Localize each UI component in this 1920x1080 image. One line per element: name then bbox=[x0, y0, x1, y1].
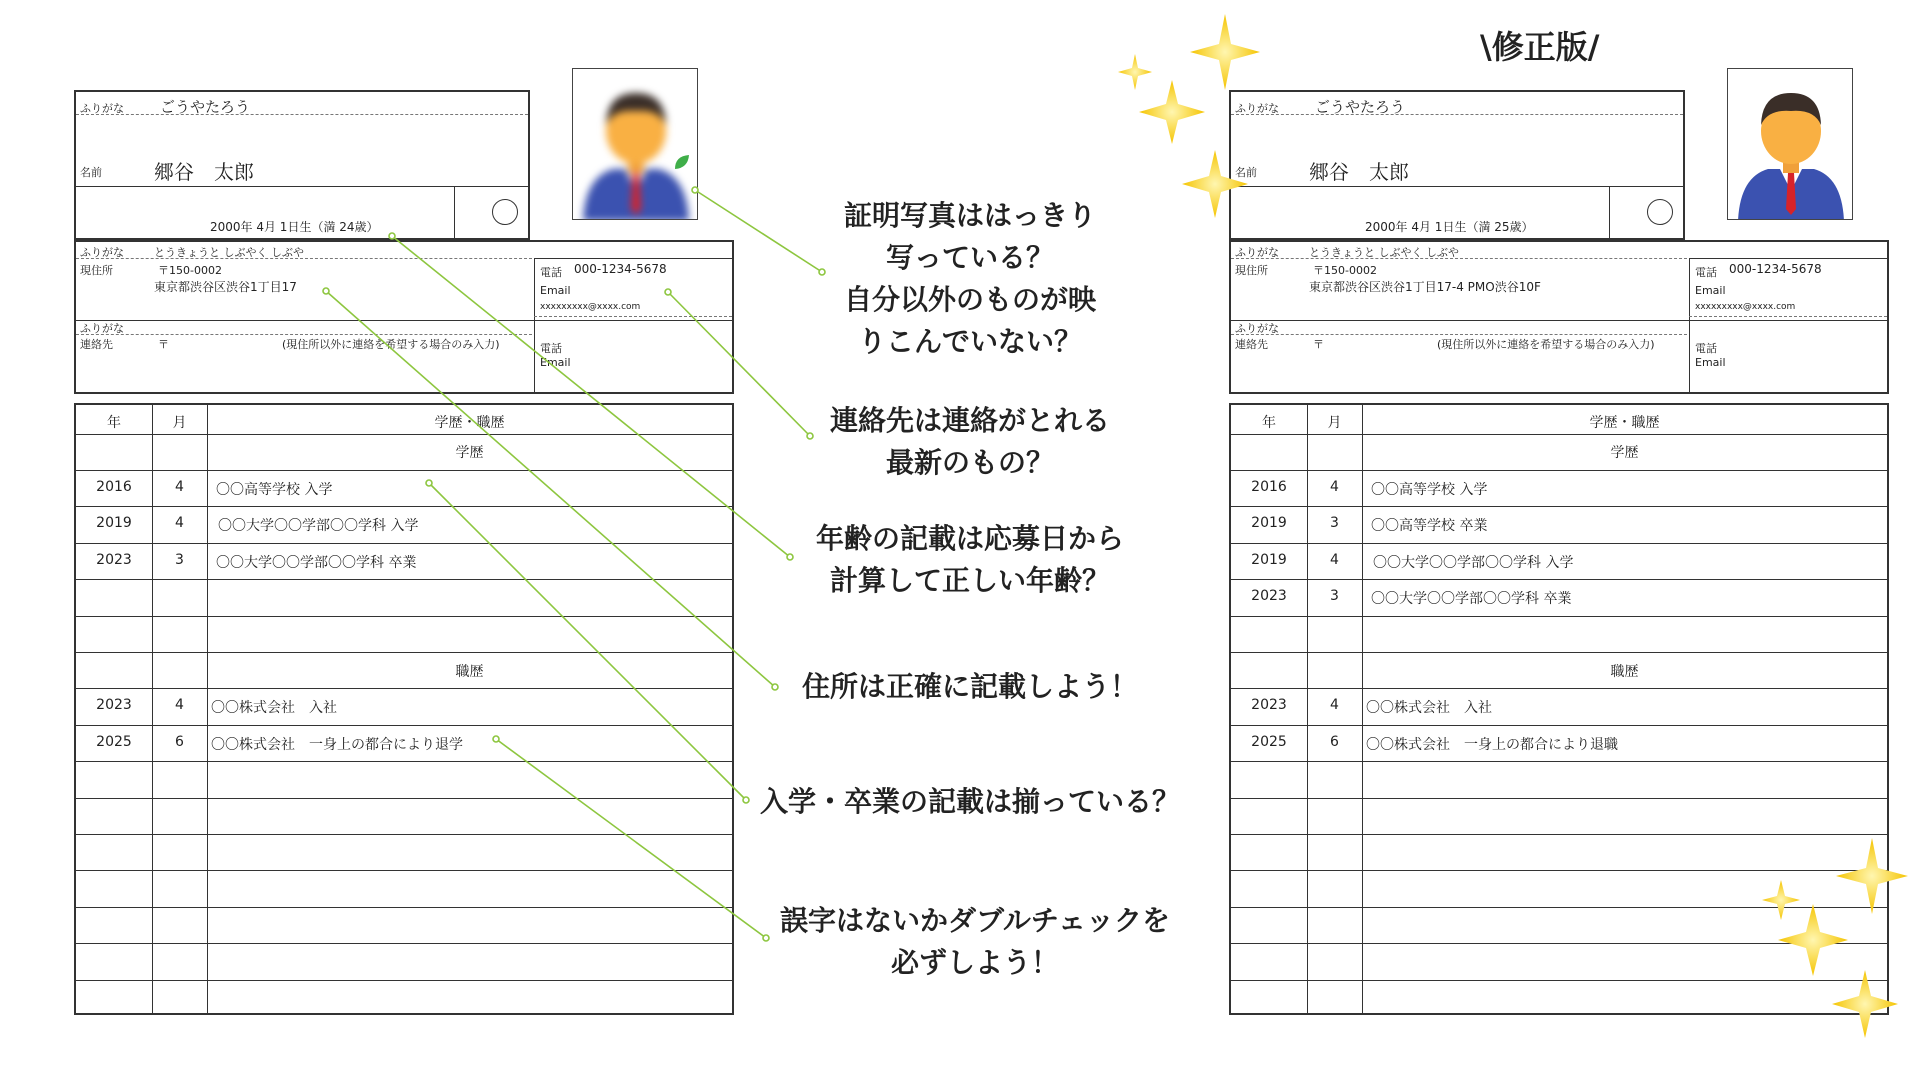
table-row-month: 4 bbox=[175, 515, 184, 531]
sparkle-icon bbox=[1118, 54, 1152, 90]
tip-photo: 証明写真ははっきり 写っている？ 自分以外のものが映 りこんでいない？ bbox=[843, 199, 1096, 358]
table-row-text: 〇〇株式会社 一身上の都合により退学 bbox=[211, 737, 463, 753]
address-value: 東京都渋谷区渋谷1丁目17-4 PMO渋谷10F bbox=[1309, 280, 1541, 294]
email-label: Email bbox=[1695, 284, 1726, 297]
sparkle-icon bbox=[1836, 838, 1908, 914]
furigana-label: ふりがな bbox=[1235, 102, 1279, 115]
addr-furigana-label: ふりがな bbox=[80, 246, 124, 259]
table-row-month: 3 bbox=[1330, 515, 1339, 531]
sparkle-icon bbox=[1832, 970, 1898, 1038]
table-row-text: 〇〇高等学校 入学 bbox=[216, 482, 333, 498]
addr-furigana-value: とうきょうと しぶやく しぶや bbox=[1309, 246, 1459, 259]
contact-label: 連絡先 bbox=[1235, 338, 1268, 351]
table-row-text: 〇〇大学〇〇学部〇〇学科 入学 bbox=[1373, 555, 1574, 571]
table-row-month: 6 bbox=[1330, 734, 1339, 750]
table-row-month: 4 bbox=[175, 479, 184, 495]
table-row-month: 4 bbox=[1330, 479, 1339, 495]
table-row-year: 2023 bbox=[1251, 588, 1287, 604]
phone-label: 電話 bbox=[1695, 266, 1717, 279]
tip-contact: 連絡先は連絡がとれる 最新のもの？ bbox=[829, 404, 1110, 479]
sparkle-icon bbox=[1139, 80, 1205, 144]
edu-header: 学歴 bbox=[455, 445, 484, 461]
table-row-text: 〇〇高等学校 卒業 bbox=[1371, 518, 1488, 534]
table-row-text: 〇〇大学〇〇学部〇〇学科 入学 bbox=[218, 518, 419, 534]
furigana-label: ふりがな bbox=[80, 102, 124, 115]
sparkle-icon bbox=[1762, 880, 1800, 920]
furigana-value: ごうやたろう bbox=[1315, 98, 1406, 116]
table-row-year: 2016 bbox=[1251, 479, 1287, 495]
table-row-month: 4 bbox=[1330, 552, 1339, 568]
col-year: 年 bbox=[1262, 415, 1276, 431]
name-value: 郷谷 太郎 bbox=[1309, 160, 1409, 184]
contact-note: (現住所以外に連絡を希望する場合のみ入力) bbox=[1437, 338, 1655, 351]
birth-date: 2000年 4月 1日生（満 25歳） bbox=[1365, 220, 1534, 234]
table-row-year: 2023 bbox=[96, 552, 132, 568]
tip-education: 入学・卒業の記載は揃っている？ bbox=[759, 785, 1180, 818]
corrected-version-label: \修正版/ bbox=[1480, 28, 1600, 66]
addr-label: 現住所 bbox=[80, 264, 113, 277]
tip-typo: 誤字はないかダブルチェックを 必ずしよう！ bbox=[779, 904, 1171, 979]
table-row-year: 2025 bbox=[1251, 734, 1287, 750]
contact-furigana-label: ふりがな bbox=[80, 322, 124, 335]
table-row-year: 2019 bbox=[1251, 515, 1287, 531]
tip-age: 年齢の記載は応募日から 計算して正しい年齢？ bbox=[815, 522, 1124, 597]
table-row-year: 2019 bbox=[96, 515, 132, 531]
table-row-text: 〇〇大学〇〇学部〇〇学科 卒業 bbox=[216, 555, 417, 571]
table-row-year: 2025 bbox=[96, 734, 132, 750]
table-row-year: 2023 bbox=[96, 697, 132, 713]
col-month: 月 bbox=[172, 415, 187, 431]
address-value: 東京都渋谷区渋谷1丁目17 bbox=[154, 280, 297, 294]
sparkle-icon bbox=[1182, 150, 1248, 218]
sparkle-icon bbox=[1778, 904, 1848, 976]
contact-postal: 〒 bbox=[1313, 338, 1324, 351]
table-row-year: 2016 bbox=[96, 479, 132, 495]
table-row-text: 〇〇高等学校 入学 bbox=[1371, 482, 1488, 498]
table-row-month: 3 bbox=[1330, 588, 1339, 604]
contact-phone-label: 電話 bbox=[1695, 342, 1717, 355]
phone-value: 000-1234-5678 bbox=[1729, 262, 1822, 276]
table-row-month: 4 bbox=[1330, 697, 1339, 713]
name-label: 名前 bbox=[80, 166, 102, 179]
table-row-text: 〇〇株式会社 入社 bbox=[211, 700, 337, 716]
work-header: 職歴 bbox=[1610, 664, 1639, 680]
table-row-year: 2023 bbox=[1251, 697, 1287, 713]
name-value: 郷谷 太郎 bbox=[154, 160, 254, 184]
tip-address: 住所は正確に記載しよう！ bbox=[801, 670, 1138, 703]
table-row-month: 4 bbox=[175, 697, 184, 713]
phone-value: 000-1234-5678 bbox=[574, 262, 667, 276]
col-history: 学歴・職歴 bbox=[1589, 415, 1660, 431]
contact-note: (現住所以外に連絡を希望する場合のみ入力) bbox=[282, 338, 500, 351]
email-value: xxxxxxxxx@xxxx.com bbox=[540, 302, 641, 312]
table-row-year: 2019 bbox=[1251, 552, 1287, 568]
addr-furigana-value: とうきょうと しぶやく しぶや bbox=[154, 246, 304, 259]
contact-email-label: Email bbox=[540, 356, 571, 369]
work-header: 職歴 bbox=[455, 664, 484, 680]
furigana-value: ごうやたろう bbox=[160, 98, 251, 116]
contact-email-label: Email bbox=[1695, 356, 1726, 369]
table-row-text: 〇〇大学〇〇学部〇〇学科 卒業 bbox=[1371, 591, 1572, 607]
contact-furigana-label: ふりがな bbox=[1235, 322, 1279, 335]
contact-postal: 〒 bbox=[158, 338, 169, 351]
edu-header: 学歴 bbox=[1610, 445, 1639, 461]
table-row-text: 〇〇株式会社 入社 bbox=[1366, 700, 1492, 716]
addr-furigana-label: ふりがな bbox=[1235, 246, 1279, 259]
sparkle-icon bbox=[1190, 14, 1260, 90]
email-value: xxxxxxxxx@xxxx.com bbox=[1695, 302, 1796, 312]
postal-code: 〒150-0002 bbox=[1313, 264, 1377, 277]
addr-label: 現住所 bbox=[1235, 264, 1268, 277]
birth-date: 2000年 4月 1日生（満 24歳） bbox=[210, 220, 379, 234]
col-history: 学歴・職歴 bbox=[434, 415, 505, 431]
col-month: 月 bbox=[1327, 415, 1342, 431]
postal-code: 〒150-0002 bbox=[158, 264, 222, 277]
contact-phone-label: 電話 bbox=[540, 342, 562, 355]
table-row-month: 6 bbox=[175, 734, 184, 750]
col-year: 年 bbox=[107, 415, 121, 431]
table-row-month: 3 bbox=[175, 552, 184, 568]
contact-label: 連絡先 bbox=[80, 338, 113, 351]
phone-label: 電話 bbox=[540, 266, 562, 279]
email-label: Email bbox=[540, 284, 571, 297]
name-label: 名前 bbox=[1235, 166, 1257, 179]
table-row-text: 〇〇株式会社 一身上の都合により退職 bbox=[1366, 737, 1618, 753]
